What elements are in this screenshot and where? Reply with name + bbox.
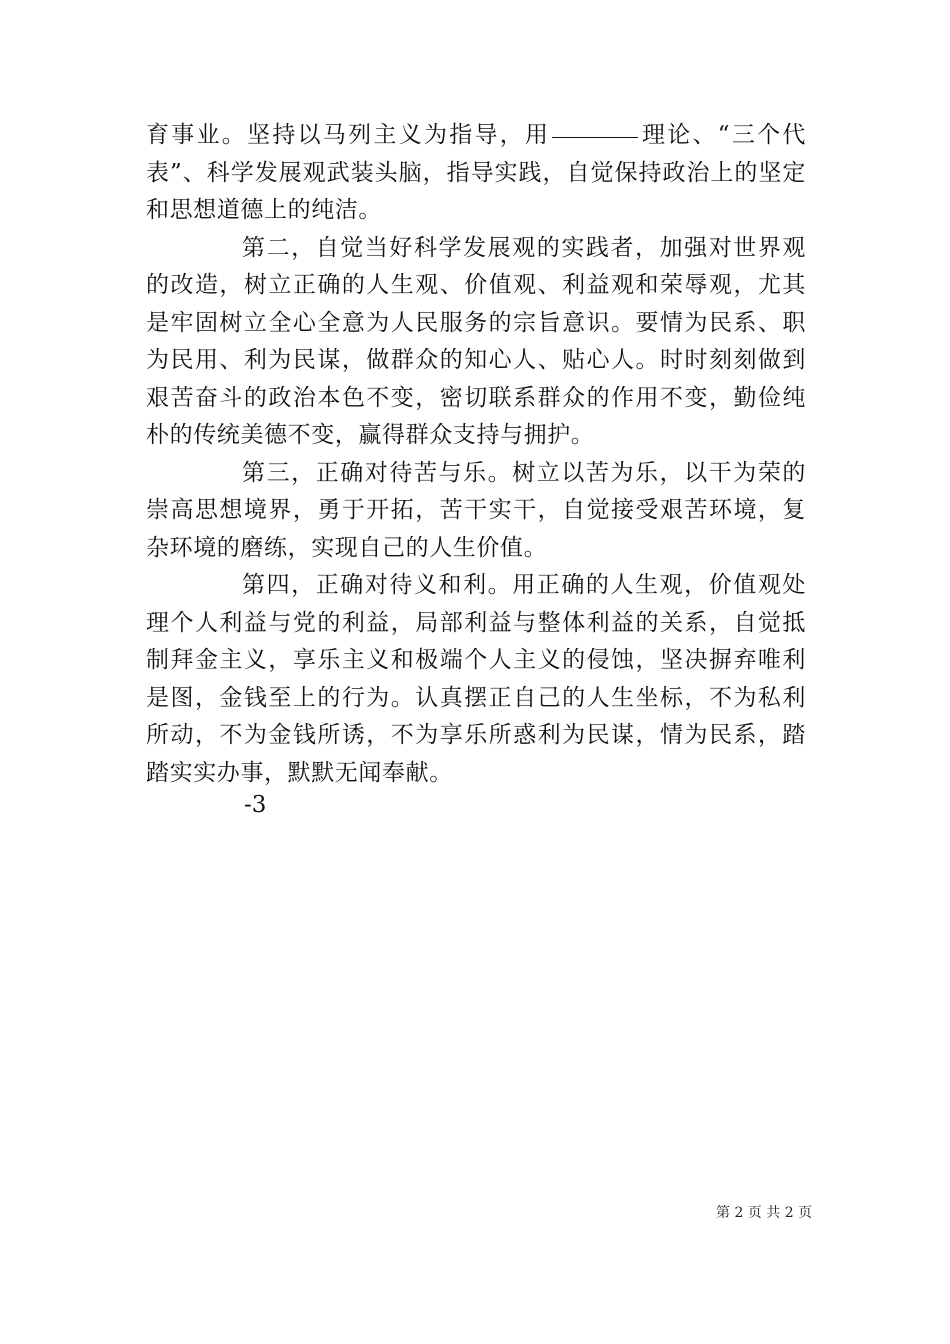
page-footer: 第 2 页 共 2 页	[716, 1205, 813, 1221]
page-marker: -3	[244, 792, 267, 818]
paragraph-4: 第四，正确对待义和利。用正确的人生观，价值观处理个人利益与党的利益，局部利益与整体利益的关系，自觉抵制拜金主义，享乐主义和极端个人主义的侵蚀，坚决摒弃唯利是图，金钱至上的行为。认真摆正自己的人生坐标，不为私利所动，不为金钱所诱，不为享乐所惑利为民谋，情为民系，踏踏实实办事，默默无闻奉献。	[146, 572, 806, 786]
document-body	[146, 117, 806, 792]
paragraph-3: 第三，正确对待苦与乐。树立以苦为乐，以干为荣的崇高思想境界，勇于开拓，苦干实干，自觉接受艰苦环境，复杂环境的磨练，实现自己的人生价值。	[146, 459, 806, 561]
paragraph-1	[146, 117, 806, 230]
fill-in-blank	[552, 136, 638, 138]
paragraph-1-text-after-blank: 理论、“三个代表”、科学发展观武装头脑，指导实践，自觉保持政治上的坚定和思想道德上的纯洁。	[146, 122, 806, 223]
paragraph-1-text-before-blank: 育事业。坚持以马列主义为指导，用	[146, 122, 551, 148]
paragraph-2: 第二，自觉当好科学发展观的实践者，加强对世界观的改造，树立正确的人生观、价值观、利益观和荣辱观，尤其是牢固树立全心全意为人民服务的宗旨意识。要情为民系、职为民用、利为民谋，做群众的知心人、贴心人。时时刻刻做到艰苦奋斗的政治本色不变，密切联系群众的作用不变，勤俭纯朴的传统美德不变，赢得群众支持与拥护。	[146, 234, 806, 448]
